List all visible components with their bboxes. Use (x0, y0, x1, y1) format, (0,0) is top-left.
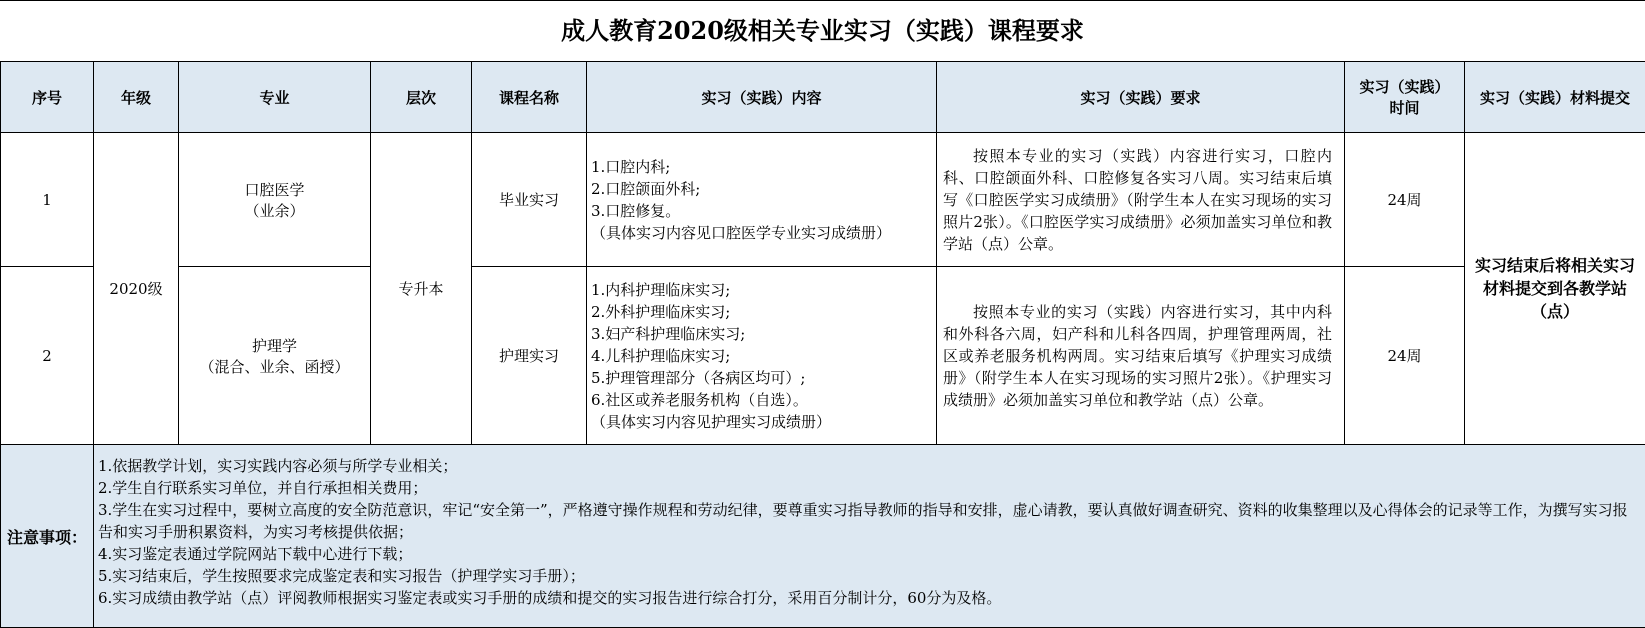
content-item: 1.内科护理临床实习; (591, 279, 932, 301)
requirement-text: 按照本专业的实习（实践）内容进行实习，其中内科和外科各六周，妇产科和儿科各四周，护理管理两周，社区或养老服务机构两周。实习结束后填写《护理实习成绩册》（附学生本人在实习现场的实习照片2张）。《护理实习成绩册》必须加盖实习单位和教学站（点）公章。 (943, 301, 1332, 411)
grade-cell: 2020级 (94, 133, 179, 445)
content-item: 1.口腔内科; (591, 156, 932, 178)
major-name: 护理学 (179, 335, 370, 356)
row-no: 2 (1, 267, 94, 445)
major-name: 口腔医学 (179, 179, 370, 200)
header-grade: 年级 (94, 62, 179, 133)
note-item: 2.学生自行联系实习单位，并自行承担相关费用； (98, 477, 1637, 499)
table-row (1, 133, 1645, 267)
submission-cell: 实习结束后将相关实习材料提交到各教学站（点） (1465, 133, 1645, 445)
note-item: 5.实习结束后，学生按照要求完成鉴定表和实习报告（护理学实习手册）； (98, 565, 1637, 587)
course-cell: 毕业实习 (472, 133, 587, 267)
content-item: （具体实习内容见护理实习成绩册） (591, 411, 932, 433)
requirements-table (0, 61, 1645, 628)
header-level: 层次 (371, 62, 472, 133)
notes-label: 注意事项： (1, 445, 94, 628)
note-item: 3.学生在实习过程中，要树立高度的安全防范意识，牢记“安全第一”，严格遵守操作规程和劳动纪律，要尊重实习指导教师的指导和安排，虚心请教，要认真做好调查研究、资料的收集整理以及心得体会的记录等工作，为撰写实习报告和实习手册积累资料，为实习考核提供依据； (98, 499, 1637, 543)
time-cell: 24周 (1345, 133, 1465, 267)
content-item: （具体实习内容见口腔医学专业实习成绩册） (591, 222, 932, 244)
table-row (1, 267, 1645, 445)
header-time: 实习（实践）时间 (1345, 62, 1465, 133)
major-mode: （业余） (179, 200, 370, 221)
time-cell: 24周 (1345, 267, 1465, 445)
note-item: 4.实习鉴定表通过学院网站下载中心进行下载； (98, 543, 1637, 565)
header-major: 专业 (179, 62, 371, 133)
header-submission: 实习（实践）材料提交 (1465, 62, 1645, 133)
content-item: 2.外科护理临床实习; (591, 301, 932, 323)
requirement-text: 按照本专业的实习（实践）内容进行实习，口腔内科、口腔颌面外科、口腔修复各实习八周。实习结束后填写《口腔医学实习成绩册》（附学生本人在实习现场的实习照片2张）。《口腔医学实习成绩册》必须加盖实习单位和教学站（点）公章。 (943, 145, 1332, 255)
content-item: 6.社区或养老服务机构（自选）。 (591, 389, 932, 411)
content-cell (587, 133, 937, 267)
requirement-cell (937, 267, 1345, 445)
course-cell: 护理实习 (472, 267, 587, 445)
content-item: 3.口腔修复。 (591, 200, 932, 222)
content-item: 2.口腔颌面外科; (591, 178, 932, 200)
content-item: 5.护理管理部分（各病区均可）; (591, 367, 932, 389)
major-cell (179, 267, 371, 445)
header-requirement: 实习（实践）要求 (937, 62, 1345, 133)
content-item: 3.妇产科护理临床实习; (591, 323, 932, 345)
major-mode: （混合、业余、函授） (179, 356, 370, 377)
notes-cell (94, 445, 1645, 628)
header-content: 实习（实践）内容 (587, 62, 937, 133)
note-item: 1.依据教学计划，实习实践内容必须与所学专业相关； (98, 455, 1637, 477)
requirement-cell (937, 133, 1345, 267)
header-course: 课程名称 (472, 62, 587, 133)
notes-row (1, 445, 1645, 628)
content-cell (587, 267, 937, 445)
header-row (1, 62, 1645, 133)
content-item: 4.儿科护理临床实习; (591, 345, 932, 367)
page-title: 成人教育2020级相关专业实习（实践）课程要求 (0, 0, 1645, 61)
header-no: 序号 (1, 62, 94, 133)
major-cell (179, 133, 371, 267)
level-cell: 专升本 (371, 133, 472, 445)
row-no: 1 (1, 133, 94, 267)
note-item: 6.实习成绩由教学站（点）评阅教师根据实习鉴定表或实习手册的成绩和提交的实习报告进行综合打分，采用百分制计分，60分为及格。 (98, 587, 1637, 609)
